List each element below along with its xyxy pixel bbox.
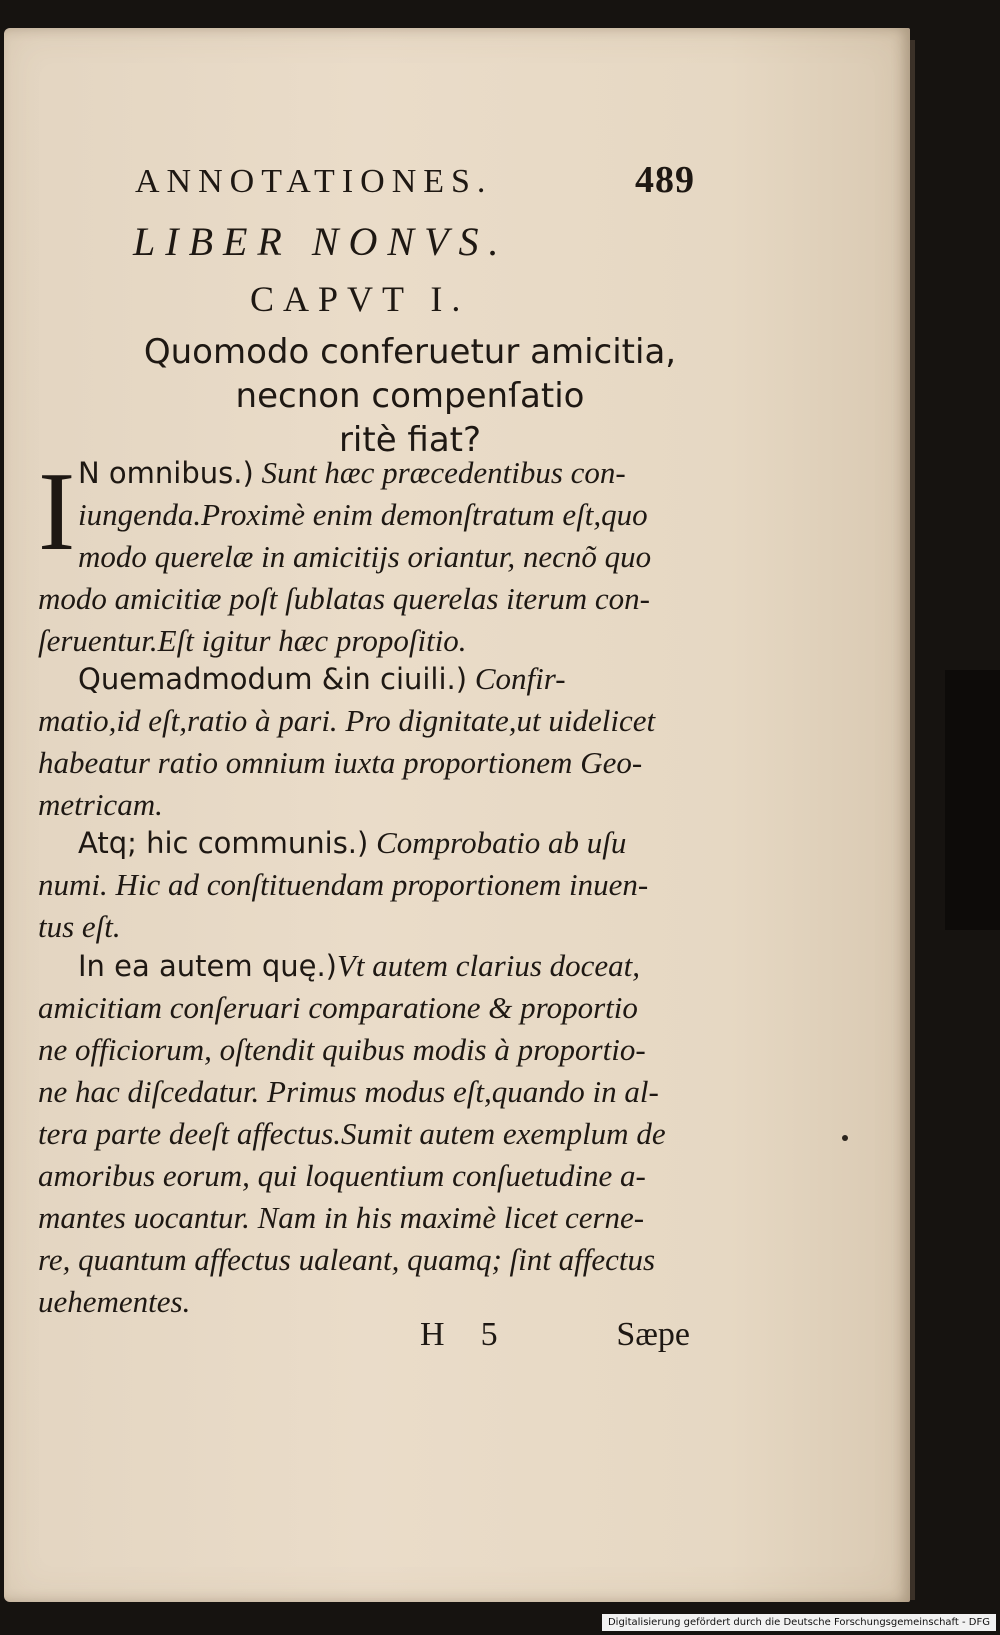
signature-number: 5 [480, 1316, 498, 1353]
lemma: Quemadmodum &in ciuili.) [78, 662, 468, 696]
text-line [38, 536, 698, 578]
commentary-text: ne officiorum, oſtendit quibus modis à proportio- [38, 1032, 646, 1067]
scan-edge-strip [945, 670, 1000, 930]
text-line [38, 658, 698, 700]
paragraph [38, 658, 698, 826]
catchword: Sæpe [616, 1316, 690, 1353]
running-title: ANNOTATIONES. [135, 163, 493, 200]
text-line [38, 864, 698, 906]
signature-mark [420, 1316, 498, 1354]
digitization-credit: Digitalisierung gefördert durch die Deutsche Forschungsgemeinschaft - DFG [602, 1614, 996, 1631]
chapter-title-line: Quomodo conferuetur amicitia, [143, 332, 677, 372]
text-line [38, 494, 698, 536]
commentary-text: modo querelæ in amicitijs oriantur, necnõ quo [78, 539, 652, 574]
commentary-text: Confir- [467, 661, 566, 696]
commentary-text: Sunt hæc præcedentibus con- [253, 455, 626, 490]
text-line [38, 1155, 698, 1197]
paragraph [38, 945, 698, 1323]
commentary-text: habeatur ratio omnium iuxta proportionem Geo- [38, 745, 643, 780]
lemma: In ea autem quę.) [78, 949, 337, 983]
commentary-text: Vt autem clarius doceat, [336, 948, 641, 983]
text-line [38, 987, 698, 1029]
text-line [38, 452, 698, 494]
drop-cap: I [38, 450, 76, 574]
commentary-text: matio,id eſt,ratio à pari. Pro dignitate,ut uidelicet [38, 703, 656, 738]
text-line [38, 822, 698, 864]
commentary-text: re, quantum affectus ualeant, quamq; ſint affectus [38, 1242, 656, 1277]
text-line [38, 906, 698, 948]
text-line [38, 578, 698, 620]
page-number: 489 [635, 159, 695, 201]
page-footer [420, 1316, 690, 1354]
chapter-title [60, 330, 760, 462]
signature-letter: H [420, 1316, 445, 1353]
commentary-text: amicitiam conſeruari comparatione & proportio [38, 990, 638, 1025]
text-line [38, 1113, 698, 1155]
running-header [135, 158, 695, 202]
commentary-text: iungenda.Proximè enim demonſtratum eſt,quo [78, 497, 648, 532]
commentary-text: ne hac diſcedatur. Primus modus eſt,quando in al- [38, 1074, 659, 1109]
text-line [38, 742, 698, 784]
commentary-text: modo amicitiæ poſt ſublatas querelas iterum con- [38, 581, 650, 616]
paragraph [38, 452, 698, 662]
chapter-heading: CAPVT I. [250, 279, 470, 319]
chapter-title-line: ritè fiat? [338, 420, 482, 460]
text-line [38, 620, 698, 662]
book-title: LIBER NONVS. [133, 219, 509, 264]
text-line [38, 1029, 698, 1071]
commentary-text: Comprobatio ab uſu [368, 825, 627, 860]
commentary-text: uehementes. [38, 1284, 191, 1319]
commentary-text: ſeruentur.Eſt igitur hæc propoſitio. [38, 623, 467, 658]
text-line [38, 700, 698, 742]
commentary-text: metricam. [38, 787, 163, 822]
paragraph [38, 822, 698, 948]
text-line [38, 1239, 698, 1281]
commentary-text: amoribus eorum, qui loquentium conſuetudine a- [38, 1158, 646, 1193]
commentary-text: tus eſt. [38, 909, 121, 944]
lemma: Atq; hic communis.) [78, 826, 369, 860]
text-line [38, 945, 698, 987]
ink-speck [842, 1135, 848, 1141]
chapter-title-line: necnon compenſatio [235, 376, 585, 416]
commentary-text: numi. Hic ad conſtituendam proportionem inuen- [38, 867, 649, 902]
lemma: N omnibus.) [78, 456, 254, 490]
text-line [38, 1197, 698, 1239]
text-line [38, 784, 698, 826]
text-line [38, 1071, 698, 1113]
commentary-text: mantes uocantur. Nam in his maximè licet cerne- [38, 1200, 645, 1235]
commentary-text: tera parte deeſt affectus.Sumit autem exemplum de [38, 1116, 666, 1151]
